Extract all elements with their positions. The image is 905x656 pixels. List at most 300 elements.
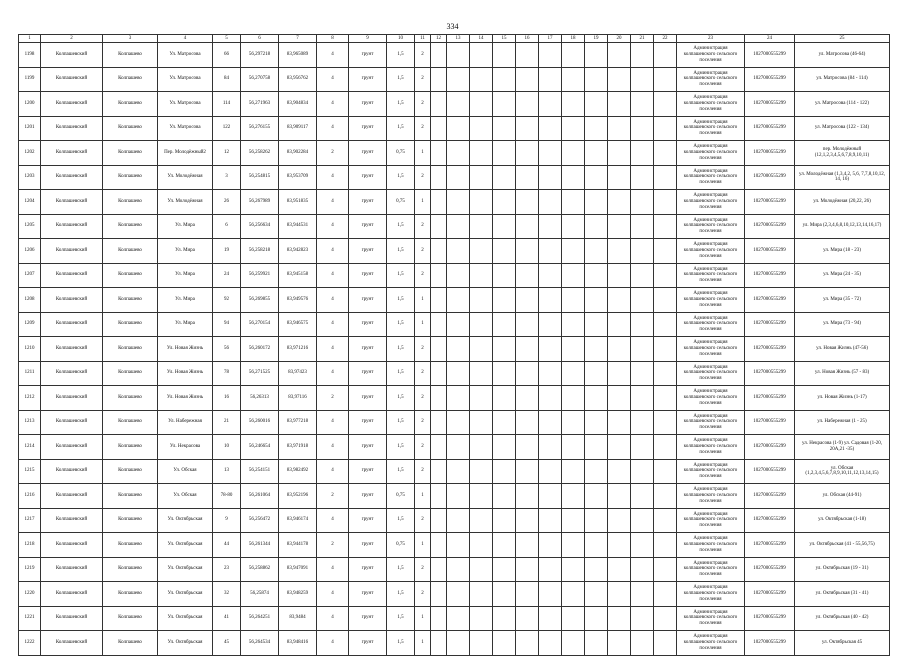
- value-cell: 4: [317, 43, 349, 68]
- owner-cell: Администрация колпашевского сельского поселения: [677, 361, 745, 386]
- table-row: [19, 141, 890, 166]
- empty-cell: [539, 631, 562, 656]
- owner-cell: Администрация колпашевского сельского поселения: [677, 533, 745, 558]
- longitude-cell: 83,97116: [279, 386, 317, 411]
- empty-cell: [562, 508, 585, 533]
- lanes-cell: 1: [415, 631, 431, 656]
- street-cell: Ул. Обская: [158, 484, 213, 509]
- value-cell: 4: [317, 631, 349, 656]
- district-cell: Колпашевский: [41, 263, 103, 288]
- value-cell: 2: [317, 386, 349, 411]
- street-cell: Ул. Некрасова: [158, 435, 213, 460]
- owner-cell: Администрация колпашевского сельского поселения: [677, 214, 745, 239]
- empty-cell: [562, 312, 585, 337]
- empty-cell: [431, 116, 447, 141]
- empty-cell: [493, 337, 516, 362]
- lanes-cell: 2: [415, 435, 431, 460]
- empty-cell: [585, 361, 608, 386]
- width-cell: 1,5: [387, 165, 415, 190]
- owner-cell: Администрация колпашевского сельского поселения: [677, 606, 745, 631]
- empty-cell: [431, 435, 447, 460]
- row-number-cell: 1209: [19, 312, 41, 337]
- empty-cell: [516, 435, 539, 460]
- empty-cell: [447, 67, 470, 92]
- address-range-cell: ул. Октябрьская (1-18): [795, 508, 890, 533]
- empty-cell: [431, 67, 447, 92]
- district-cell: Колпашевский: [41, 606, 103, 631]
- empty-cell: [608, 190, 631, 215]
- house-cell: 24: [213, 263, 241, 288]
- empty-cell: [585, 557, 608, 582]
- address-range-cell: пер. Молодёжный (12,1,2,3,4,5,6,7,8,9,10,11): [795, 141, 890, 166]
- value-cell: 4: [317, 557, 349, 582]
- empty-cell: [431, 190, 447, 215]
- empty-cell: [631, 435, 654, 460]
- address-range-cell: ул. Молодёжная (20,22, 26): [795, 190, 890, 215]
- empty-cell: [470, 606, 493, 631]
- settlement-cell: Колпашево: [103, 116, 158, 141]
- street-cell: Ул. Обская: [158, 459, 213, 484]
- empty-cell: [585, 435, 608, 460]
- empty-cell: [539, 190, 562, 215]
- empty-cell: [539, 606, 562, 631]
- longitude-cell: 83,904834: [279, 92, 317, 117]
- empty-cell: [516, 141, 539, 166]
- ogrn-cell: 1027000555299: [745, 43, 795, 68]
- empty-cell: [585, 484, 608, 509]
- width-cell: 1,5: [387, 288, 415, 313]
- table-row: [19, 435, 890, 460]
- address-range-cell: ул. Матросова (46-64): [795, 43, 890, 68]
- empty-cell: [539, 312, 562, 337]
- empty-cell: [562, 410, 585, 435]
- empty-cell: [585, 631, 608, 656]
- empty-cell: [493, 214, 516, 239]
- empty-cell: [447, 263, 470, 288]
- latitude-cell: 56,246654: [241, 435, 279, 460]
- lanes-cell: 2: [415, 582, 431, 607]
- street-cell: Пер. Молодёжный2: [158, 141, 213, 166]
- width-cell: 1,5: [387, 557, 415, 582]
- house-cell: 78: [213, 361, 241, 386]
- empty-cell: [562, 557, 585, 582]
- longitude-cell: 83,982492: [279, 459, 317, 484]
- row-number-cell: 1207: [19, 263, 41, 288]
- house-cell: 16: [213, 386, 241, 411]
- empty-cell: [654, 116, 677, 141]
- street-cell: Ул. Матросова: [158, 67, 213, 92]
- settlement-cell: Колпашево: [103, 337, 158, 362]
- empty-cell: [654, 239, 677, 264]
- width-cell: 1,5: [387, 508, 415, 533]
- owner-cell: Администрация колпашевского сельского поселения: [677, 239, 745, 264]
- surface-cell: грунт: [349, 459, 387, 484]
- lanes-cell: 1: [415, 606, 431, 631]
- empty-cell: [608, 312, 631, 337]
- table-row: [19, 582, 890, 607]
- empty-cell: [516, 165, 539, 190]
- latitude-cell: 56,26313: [241, 386, 279, 411]
- value-cell: 2: [317, 141, 349, 166]
- empty-cell: [493, 165, 516, 190]
- empty-cell: [654, 606, 677, 631]
- column-number-cell: 24: [745, 35, 795, 43]
- empty-cell: [562, 582, 585, 607]
- table-row: [19, 361, 890, 386]
- empty-cell: [562, 386, 585, 411]
- empty-cell: [654, 288, 677, 313]
- empty-cell: [654, 312, 677, 337]
- empty-cell: [431, 337, 447, 362]
- house-cell: 41: [213, 606, 241, 631]
- table-row: [19, 288, 890, 313]
- surface-cell: грунт: [349, 361, 387, 386]
- empty-cell: [470, 582, 493, 607]
- column-number-cell: 12: [431, 35, 447, 43]
- owner-cell: Администрация колпашевского сельского поселения: [677, 508, 745, 533]
- empty-cell: [608, 239, 631, 264]
- settlement-cell: Колпашево: [103, 312, 158, 337]
- address-range-cell: ул. Некрасова (1-9) ул. Садовая (1-20, 20А,21 -35): [795, 435, 890, 460]
- empty-cell: [493, 92, 516, 117]
- empty-cell: [447, 92, 470, 117]
- width-cell: 1,5: [387, 410, 415, 435]
- empty-cell: [447, 214, 470, 239]
- empty-cell: [562, 361, 585, 386]
- address-range-cell: ул. Обская (1,2,3,4,5,6,7,8,9,10,11,12,13,14,15): [795, 459, 890, 484]
- empty-cell: [447, 165, 470, 190]
- table-row: [19, 508, 890, 533]
- street-cell: Ул. Молодёжная: [158, 190, 213, 215]
- width-cell: 1,5: [387, 116, 415, 141]
- house-cell: 19: [213, 239, 241, 264]
- empty-cell: [431, 508, 447, 533]
- column-number-cell: 7: [279, 35, 317, 43]
- owner-cell: Администрация колпашевского сельского поселения: [677, 582, 745, 607]
- table-row: [19, 92, 890, 117]
- empty-cell: [470, 361, 493, 386]
- empty-cell: [431, 239, 447, 264]
- empty-cell: [470, 43, 493, 68]
- width-cell: 1,5: [387, 239, 415, 264]
- lanes-cell: 1: [415, 484, 431, 509]
- district-cell: Колпашевский: [41, 557, 103, 582]
- empty-cell: [539, 288, 562, 313]
- empty-cell: [654, 386, 677, 411]
- row-number-cell: 1203: [19, 165, 41, 190]
- empty-cell: [470, 67, 493, 92]
- value-cell: 4: [317, 239, 349, 264]
- empty-cell: [585, 141, 608, 166]
- surface-cell: грунт: [349, 337, 387, 362]
- empty-cell: [539, 582, 562, 607]
- district-cell: Колпашевский: [41, 361, 103, 386]
- ogrn-cell: 1027000555299: [745, 631, 795, 656]
- owner-cell: Администрация колпашевского сельского поселения: [677, 116, 745, 141]
- latitude-cell: 56,256634: [241, 214, 279, 239]
- empty-cell: [608, 288, 631, 313]
- surface-cell: грунт: [349, 312, 387, 337]
- district-cell: Колпашевский: [41, 214, 103, 239]
- column-number-row: [19, 35, 890, 43]
- lanes-cell: 2: [415, 337, 431, 362]
- lanes-cell: 2: [415, 239, 431, 264]
- width-cell: 0,75: [387, 533, 415, 558]
- settlement-cell: Колпашево: [103, 263, 158, 288]
- empty-cell: [493, 533, 516, 558]
- column-number-cell: 25: [795, 35, 890, 43]
- empty-cell: [516, 67, 539, 92]
- empty-cell: [470, 386, 493, 411]
- empty-cell: [493, 484, 516, 509]
- empty-cell: [516, 533, 539, 558]
- house-cell: 92: [213, 288, 241, 313]
- row-number-cell: 1216: [19, 484, 41, 509]
- longitude-cell: 83,947091: [279, 557, 317, 582]
- settlement-cell: Колпашево: [103, 386, 158, 411]
- empty-cell: [608, 141, 631, 166]
- ogrn-cell: 1027000555299: [745, 116, 795, 141]
- empty-cell: [447, 606, 470, 631]
- row-number-cell: 1220: [19, 582, 41, 607]
- empty-cell: [493, 67, 516, 92]
- latitude-cell: 56,270154: [241, 312, 279, 337]
- empty-cell: [631, 606, 654, 631]
- empty-cell: [654, 410, 677, 435]
- empty-cell: [654, 484, 677, 509]
- empty-cell: [431, 312, 447, 337]
- value-cell: 4: [317, 190, 349, 215]
- empty-cell: [539, 116, 562, 141]
- empty-cell: [608, 361, 631, 386]
- table-row: [19, 263, 890, 288]
- surface-cell: грунт: [349, 141, 387, 166]
- empty-cell: [516, 190, 539, 215]
- house-cell: 32: [213, 582, 241, 607]
- empty-cell: [654, 361, 677, 386]
- empty-cell: [608, 214, 631, 239]
- street-cell: Ул. Новая Жизнь: [158, 337, 213, 362]
- ogrn-cell: 1027000555299: [745, 190, 795, 215]
- latitude-cell: 56,259921: [241, 263, 279, 288]
- row-number-cell: 1213: [19, 410, 41, 435]
- empty-cell: [516, 459, 539, 484]
- row-number-cell: 1212: [19, 386, 41, 411]
- latitude-cell: 56,276155: [241, 116, 279, 141]
- empty-cell: [493, 582, 516, 607]
- lanes-cell: 2: [415, 263, 431, 288]
- empty-cell: [470, 116, 493, 141]
- ogrn-cell: 1027000555299: [745, 533, 795, 558]
- width-cell: 0,75: [387, 484, 415, 509]
- row-number-cell: 1198: [19, 43, 41, 68]
- empty-cell: [493, 288, 516, 313]
- surface-cell: грунт: [349, 288, 387, 313]
- column-number-cell: 9: [349, 35, 387, 43]
- column-number-cell: 15: [493, 35, 516, 43]
- empty-cell: [631, 410, 654, 435]
- street-cell: Ул. Молодёжная: [158, 165, 213, 190]
- empty-cell: [654, 263, 677, 288]
- empty-cell: [608, 533, 631, 558]
- empty-cell: [431, 92, 447, 117]
- owner-cell: Администрация колпашевского сельского поселения: [677, 410, 745, 435]
- row-number-cell: 1214: [19, 435, 41, 460]
- district-cell: Колпашевский: [41, 337, 103, 362]
- address-range-cell: ул. Октябрьская (31 - 41): [795, 582, 890, 607]
- empty-cell: [608, 557, 631, 582]
- address-range-cell: ул. Новая Жизнь (1-17): [795, 386, 890, 411]
- ogrn-cell: 1027000555299: [745, 239, 795, 264]
- lanes-cell: 2: [415, 67, 431, 92]
- empty-cell: [516, 312, 539, 337]
- width-cell: 1,5: [387, 606, 415, 631]
- empty-cell: [585, 288, 608, 313]
- table-row: [19, 557, 890, 582]
- settlement-cell: Колпашево: [103, 92, 158, 117]
- district-cell: Колпашевский: [41, 288, 103, 313]
- empty-cell: [447, 410, 470, 435]
- value-cell: 2: [317, 484, 349, 509]
- longitude-cell: 83,965089: [279, 43, 317, 68]
- row-number-cell: 1210: [19, 337, 41, 362]
- page-number: 334: [446, 22, 459, 31]
- empty-cell: [631, 67, 654, 92]
- empty-cell: [539, 92, 562, 117]
- house-cell: 6: [213, 214, 241, 239]
- latitude-cell: 56,254815: [241, 165, 279, 190]
- empty-cell: [585, 165, 608, 190]
- house-cell: 26: [213, 190, 241, 215]
- district-cell: Колпашевский: [41, 386, 103, 411]
- empty-cell: [631, 631, 654, 656]
- empty-cell: [608, 263, 631, 288]
- row-number-cell: 1221: [19, 606, 41, 631]
- lanes-cell: 1: [415, 141, 431, 166]
- column-number-cell: 3: [103, 35, 158, 43]
- value-cell: 4: [317, 92, 349, 117]
- empty-cell: [431, 386, 447, 411]
- surface-cell: грунт: [349, 435, 387, 460]
- column-number-cell: 5: [213, 35, 241, 43]
- district-cell: Колпашевский: [41, 165, 103, 190]
- house-cell: 84: [213, 67, 241, 92]
- district-cell: Колпашевский: [41, 141, 103, 166]
- settlement-cell: Колпашево: [103, 631, 158, 656]
- table-body: [19, 43, 890, 656]
- longitude-cell: 83,902284: [279, 141, 317, 166]
- empty-cell: [516, 582, 539, 607]
- width-cell: 1,5: [387, 263, 415, 288]
- latitude-cell: 56,264251: [241, 606, 279, 631]
- longitude-cell: 83,942823: [279, 239, 317, 264]
- empty-cell: [562, 214, 585, 239]
- district-cell: Колпашевский: [41, 239, 103, 264]
- empty-cell: [470, 484, 493, 509]
- width-cell: 1,5: [387, 361, 415, 386]
- value-cell: 4: [317, 214, 349, 239]
- empty-cell: [470, 165, 493, 190]
- empty-cell: [470, 92, 493, 117]
- empty-cell: [562, 67, 585, 92]
- empty-cell: [608, 582, 631, 607]
- empty-cell: [631, 484, 654, 509]
- owner-cell: Администрация колпашевского сельского поселения: [677, 459, 745, 484]
- address-range-cell: ул. Мира (35 - 72): [795, 288, 890, 313]
- district-cell: Колпашевский: [41, 312, 103, 337]
- empty-cell: [562, 190, 585, 215]
- district-cell: Колпашевский: [41, 508, 103, 533]
- empty-cell: [631, 43, 654, 68]
- row-number-cell: 1217: [19, 508, 41, 533]
- column-number-cell: 16: [516, 35, 539, 43]
- empty-cell: [562, 533, 585, 558]
- empty-cell: [516, 508, 539, 533]
- column-number-cell: 17: [539, 35, 562, 43]
- longitude-cell: 83,956762: [279, 67, 317, 92]
- district-cell: Колпашевский: [41, 459, 103, 484]
- empty-cell: [539, 435, 562, 460]
- empty-cell: [470, 533, 493, 558]
- owner-cell: Администрация колпашевского сельского поселения: [677, 557, 745, 582]
- ogrn-cell: 1027000555299: [745, 582, 795, 607]
- empty-cell: [654, 190, 677, 215]
- district-cell: Колпашевский: [41, 484, 103, 509]
- empty-cell: [539, 165, 562, 190]
- empty-cell: [631, 92, 654, 117]
- address-range-cell: ул. Октябрьская (41 - 55,56,75): [795, 533, 890, 558]
- house-cell: 122: [213, 116, 241, 141]
- empty-cell: [470, 312, 493, 337]
- column-number-cell: 18: [562, 35, 585, 43]
- empty-cell: [631, 557, 654, 582]
- settlement-cell: Колпашево: [103, 508, 158, 533]
- empty-cell: [493, 141, 516, 166]
- latitude-cell: 56,270758: [241, 67, 279, 92]
- surface-cell: грунт: [349, 214, 387, 239]
- latitude-cell: 56,261344: [241, 533, 279, 558]
- latitude-cell: 56,260016: [241, 410, 279, 435]
- street-cell: Ул. Матросова: [158, 43, 213, 68]
- width-cell: 0,75: [387, 141, 415, 166]
- house-cell: 12: [213, 141, 241, 166]
- empty-cell: [585, 459, 608, 484]
- lanes-cell: 2: [415, 214, 431, 239]
- empty-cell: [447, 337, 470, 362]
- empty-cell: [470, 508, 493, 533]
- empty-cell: [539, 410, 562, 435]
- width-cell: 1,5: [387, 631, 415, 656]
- latitude-cell: 56,25874: [241, 582, 279, 607]
- row-number-cell: 1199: [19, 67, 41, 92]
- ogrn-cell: 1027000555299: [745, 410, 795, 435]
- empty-cell: [447, 190, 470, 215]
- empty-cell: [631, 190, 654, 215]
- street-cell: Ул. Матросова: [158, 116, 213, 141]
- empty-cell: [447, 557, 470, 582]
- empty-cell: [447, 43, 470, 68]
- longitude-cell: 83,948416: [279, 631, 317, 656]
- table-row: [19, 312, 890, 337]
- longitude-cell: 83,971216: [279, 337, 317, 362]
- column-number-cell: 2: [41, 35, 103, 43]
- ogrn-cell: 1027000555299: [745, 214, 795, 239]
- empty-cell: [493, 557, 516, 582]
- district-cell: Колпашевский: [41, 582, 103, 607]
- empty-cell: [470, 239, 493, 264]
- table-row: [19, 116, 890, 141]
- value-cell: 4: [317, 606, 349, 631]
